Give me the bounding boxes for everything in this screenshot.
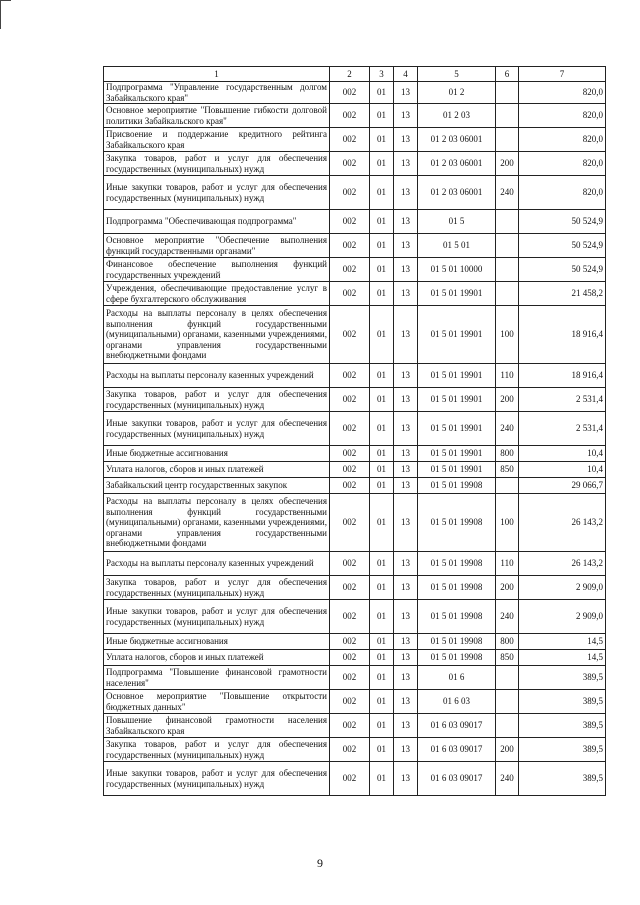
cell-code-4: 13 (394, 128, 418, 152)
cell-amount: 50 524,9 (519, 234, 606, 258)
table-row (104, 282, 606, 306)
cell-code-6 (496, 258, 519, 282)
cell-code-4: 13 (394, 446, 418, 462)
cell-code-3: 01 (370, 128, 394, 152)
cell-amount: 389,5 (519, 690, 606, 714)
cell-amount: 389,5 (519, 714, 606, 738)
cell-name: Расходы на выплаты персоналу в целях обеспечения выполнения функций государственными (муниципальными) органами, казенными учреждениями, органами управления государственными внебюджетными фондами (104, 306, 330, 364)
cell-code-4: 13 (394, 412, 418, 446)
cell-code-2: 002 (330, 128, 370, 152)
cell-code-4: 13 (394, 462, 418, 478)
cell-code-2: 002 (330, 666, 370, 690)
cell-code-3: 01 (370, 462, 394, 478)
column-header: 6 (496, 67, 519, 82)
cell-code-3: 01 (370, 82, 394, 104)
cell-code-4: 13 (394, 152, 418, 176)
cell-code-4: 13 (394, 82, 418, 104)
cell-name: Иные закупки товаров, работ и услуг для обеспечения государственных (муниципальных) нужд (104, 412, 330, 446)
cell-code-5: 01 6 03 09017 (418, 762, 496, 796)
cell-code-6: 240 (496, 600, 519, 634)
cell-name: Иные закупки товаров, работ и услуг для обеспечения государственных (муниципальных) нужд (104, 762, 330, 796)
cell-code-5: 01 2 03 06001 (418, 128, 496, 152)
column-header: 5 (418, 67, 496, 82)
cell-code-2: 002 (330, 714, 370, 738)
cell-code-2: 002 (330, 690, 370, 714)
table-row (104, 634, 606, 650)
cell-code-6: 800 (496, 446, 519, 462)
cell-code-5: 01 5 (418, 210, 496, 234)
cell-code-4: 13 (394, 494, 418, 552)
scan-corner-mark (0, 0, 11, 29)
cell-amount: 2 531,4 (519, 388, 606, 412)
cell-code-6 (496, 282, 519, 306)
cell-code-3: 01 (370, 306, 394, 364)
cell-name: Подпрограмма "Управление государственным долгом Забайкальского края" (104, 82, 330, 104)
page-number: 9 (317, 856, 323, 870)
cell-code-2: 002 (330, 234, 370, 258)
cell-code-6 (496, 82, 519, 104)
cell-name: Закупка товаров, работ и услуг для обеспечения государственных (муниципальных) нужд (104, 388, 330, 412)
cell-code-6: 800 (496, 634, 519, 650)
cell-code-3: 01 (370, 600, 394, 634)
cell-amount: 2 909,0 (519, 600, 606, 634)
cell-code-4: 13 (394, 364, 418, 388)
cell-code-4: 13 (394, 666, 418, 690)
cell-code-3: 01 (370, 690, 394, 714)
cell-code-5: 01 5 01 19908 (418, 552, 496, 576)
cell-code-6 (496, 234, 519, 258)
cell-code-4: 13 (394, 650, 418, 666)
cell-code-3: 01 (370, 258, 394, 282)
table-row (104, 714, 606, 738)
cell-code-3: 01 (370, 666, 394, 690)
table-row (104, 258, 606, 282)
cell-code-5: 01 2 03 06001 (418, 152, 496, 176)
cell-code-2: 002 (330, 634, 370, 650)
cell-code-3: 01 (370, 738, 394, 762)
cell-code-6: 240 (496, 176, 519, 210)
cell-code-5: 01 5 01 19901 (418, 388, 496, 412)
cell-code-4: 13 (394, 478, 418, 494)
cell-code-2: 002 (330, 306, 370, 364)
cell-code-3: 01 (370, 282, 394, 306)
cell-code-2: 002 (330, 258, 370, 282)
cell-code-2: 002 (330, 82, 370, 104)
cell-code-2: 002 (330, 738, 370, 762)
cell-code-2: 002 (330, 176, 370, 210)
cell-code-3: 01 (370, 478, 394, 494)
cell-code-5: 01 2 03 (418, 104, 496, 128)
cell-code-3: 01 (370, 234, 394, 258)
table-row (104, 478, 606, 494)
budget-table (103, 66, 606, 796)
cell-amount: 820,0 (519, 104, 606, 128)
cell-code-6: 100 (496, 306, 519, 364)
cell-code-6: 200 (496, 388, 519, 412)
cell-code-2: 002 (330, 388, 370, 412)
cell-code-3: 01 (370, 176, 394, 210)
cell-code-5: 01 5 01 19901 (418, 412, 496, 446)
cell-code-4: 13 (394, 576, 418, 600)
cell-code-5: 01 5 01 19901 (418, 282, 496, 306)
table-row (104, 462, 606, 478)
cell-code-5: 01 5 01 19908 (418, 576, 496, 600)
cell-amount: 820,0 (519, 128, 606, 152)
cell-code-2: 002 (330, 364, 370, 388)
column-header: 4 (394, 67, 418, 82)
table-row (104, 82, 606, 104)
table-row (104, 176, 606, 210)
cell-code-6: 850 (496, 650, 519, 666)
table-row (104, 738, 606, 762)
cell-code-5: 01 5 01 19901 (418, 446, 496, 462)
cell-code-4: 13 (394, 388, 418, 412)
cell-code-5: 01 5 01 19908 (418, 650, 496, 666)
column-header: 3 (370, 67, 394, 82)
cell-name: Основное мероприятие "Обеспечение выполнения функций государственными органами" (104, 234, 330, 258)
cell-code-4: 13 (394, 634, 418, 650)
cell-code-4: 13 (394, 306, 418, 364)
cell-amount: 820,0 (519, 176, 606, 210)
cell-code-3: 01 (370, 714, 394, 738)
cell-code-5: 01 5 01 19901 (418, 462, 496, 478)
cell-name: Забайкальский центр государственных закупок (104, 478, 330, 494)
cell-amount: 14,5 (519, 650, 606, 666)
column-number-row (104, 67, 606, 82)
cell-code-2: 002 (330, 446, 370, 462)
cell-code-4: 13 (394, 552, 418, 576)
cell-name: Подпрограмма "Обеспечивающая подпрограмма" (104, 210, 330, 234)
cell-code-2: 002 (330, 576, 370, 600)
cell-amount: 389,5 (519, 762, 606, 796)
cell-amount: 18 916,4 (519, 364, 606, 388)
cell-name: Основное мероприятие "Повышение открытости бюджетных данных" (104, 690, 330, 714)
cell-name: Присвоение и поддержание кредитного рейтинга Забайкальского края (104, 128, 330, 152)
table-row (104, 104, 606, 128)
cell-code-2: 002 (330, 210, 370, 234)
cell-code-4: 13 (394, 234, 418, 258)
cell-amount: 820,0 (519, 82, 606, 104)
cell-amount: 29 066,7 (519, 478, 606, 494)
column-header: 2 (330, 67, 370, 82)
cell-name: Уплата налогов, сборов и иных платежей (104, 462, 330, 478)
cell-code-2: 002 (330, 478, 370, 494)
cell-name: Иные закупки товаров, работ и услуг для обеспечения государственных (муниципальных) нужд (104, 176, 330, 210)
cell-code-4: 13 (394, 600, 418, 634)
cell-amount: 18 916,4 (519, 306, 606, 364)
cell-code-2: 002 (330, 104, 370, 128)
table-row (104, 446, 606, 462)
cell-amount: 50 524,9 (519, 210, 606, 234)
cell-code-2: 002 (330, 494, 370, 552)
cell-name: Иные бюджетные ассигнования (104, 446, 330, 462)
cell-code-4: 13 (394, 714, 418, 738)
cell-code-3: 01 (370, 364, 394, 388)
cell-code-5: 01 5 01 19901 (418, 364, 496, 388)
cell-code-3: 01 (370, 210, 394, 234)
cell-name: Учреждения, обеспечивающие предоставление услуг в сфере бухгалтерского обслуживания (104, 282, 330, 306)
cell-code-5: 01 6 03 09017 (418, 738, 496, 762)
cell-code-5: 01 5 01 19908 (418, 634, 496, 650)
cell-code-3: 01 (370, 552, 394, 576)
cell-code-2: 002 (330, 762, 370, 796)
cell-name: Уплата налогов, сборов и иных платежей (104, 650, 330, 666)
cell-name: Иные закупки товаров, работ и услуг для обеспечения государственных (муниципальных) нужд (104, 600, 330, 634)
cell-code-3: 01 (370, 634, 394, 650)
table-row (104, 494, 606, 552)
cell-amount: 389,5 (519, 738, 606, 762)
cell-code-6: 240 (496, 412, 519, 446)
cell-code-5: 01 2 03 06001 (418, 176, 496, 210)
cell-amount: 2 531,4 (519, 412, 606, 446)
cell-code-2: 002 (330, 600, 370, 634)
cell-amount: 820,0 (519, 152, 606, 176)
table-row (104, 650, 606, 666)
cell-amount: 2 909,0 (519, 576, 606, 600)
cell-code-2: 002 (330, 650, 370, 666)
cell-code-5: 01 5 01 (418, 234, 496, 258)
table-row (104, 364, 606, 388)
cell-amount: 21 458,2 (519, 282, 606, 306)
table-row (104, 210, 606, 234)
cell-code-2: 002 (330, 282, 370, 306)
cell-name: Расходы на выплаты персоналу казенных учреждений (104, 364, 330, 388)
cell-code-5: 01 5 01 19908 (418, 600, 496, 634)
cell-code-6 (496, 690, 519, 714)
cell-code-3: 01 (370, 152, 394, 176)
cell-code-3: 01 (370, 446, 394, 462)
table-row (104, 306, 606, 364)
table-row (104, 152, 606, 176)
cell-amount: 26 143,2 (519, 552, 606, 576)
cell-code-6: 110 (496, 364, 519, 388)
cell-name: Закупка товаров, работ и услуг для обеспечения государственных (муниципальных) нужд (104, 152, 330, 176)
cell-amount: 389,5 (519, 666, 606, 690)
cell-code-2: 002 (330, 152, 370, 176)
cell-code-5: 01 6 03 (418, 690, 496, 714)
cell-name: Подпрограмма "Повышение финансовой грамотности населения" (104, 666, 330, 690)
table-row (104, 600, 606, 634)
cell-code-6: 200 (496, 152, 519, 176)
table-body (104, 82, 606, 796)
cell-code-5: 01 5 01 19901 (418, 306, 496, 364)
cell-name: Финансовое обеспечение выполнения функций государственных учреждений (104, 258, 330, 282)
table-row (104, 690, 606, 714)
cell-code-6 (496, 666, 519, 690)
cell-amount: 50 524,9 (519, 258, 606, 282)
cell-name: Иные бюджетные ассигнования (104, 634, 330, 650)
cell-name: Расходы на выплаты персоналу в целях обеспечения выполнения функций государственными (муниципальными) органами, казенными учреждениями, органами управления государственными внебюджетными фондами (104, 494, 330, 552)
cell-code-6 (496, 128, 519, 152)
cell-amount: 10,4 (519, 462, 606, 478)
cell-name: Закупка товаров, работ и услуг для обеспечения государственных (муниципальных) нужд (104, 576, 330, 600)
table-row (104, 552, 606, 576)
cell-code-3: 01 (370, 104, 394, 128)
cell-code-3: 01 (370, 388, 394, 412)
table-row (104, 412, 606, 446)
cell-name: Основное мероприятие "Повышение гибкости долговой политики Забайкальского края" (104, 104, 330, 128)
cell-code-3: 01 (370, 650, 394, 666)
table-row (104, 762, 606, 796)
cell-code-2: 002 (330, 552, 370, 576)
column-header: 1 (104, 67, 330, 82)
cell-code-5: 01 5 01 19908 (418, 494, 496, 552)
cell-code-4: 13 (394, 176, 418, 210)
cell-code-3: 01 (370, 412, 394, 446)
cell-code-4: 13 (394, 738, 418, 762)
cell-name: Расходы на выплаты персоналу казенных учреждений (104, 552, 330, 576)
cell-code-4: 13 (394, 210, 418, 234)
cell-code-4: 13 (394, 258, 418, 282)
table-row (104, 576, 606, 600)
cell-code-6 (496, 478, 519, 494)
cell-amount: 26 143,2 (519, 494, 606, 552)
cell-code-6 (496, 210, 519, 234)
cell-code-4: 13 (394, 762, 418, 796)
cell-code-6: 110 (496, 552, 519, 576)
cell-code-4: 13 (394, 104, 418, 128)
table-row (104, 234, 606, 258)
cell-code-6 (496, 714, 519, 738)
cell-code-5: 01 2 (418, 82, 496, 104)
cell-amount: 14,5 (519, 634, 606, 650)
cell-code-5: 01 6 03 09017 (418, 714, 496, 738)
cell-code-4: 13 (394, 282, 418, 306)
cell-code-6: 200 (496, 738, 519, 762)
cell-code-6 (496, 104, 519, 128)
table-row (104, 128, 606, 152)
cell-amount: 10,4 (519, 446, 606, 462)
column-header: 7 (519, 67, 606, 82)
cell-code-2: 002 (330, 462, 370, 478)
cell-name: Повышение финансовой грамотности населения Забайкальского края (104, 714, 330, 738)
cell-code-2: 002 (330, 412, 370, 446)
cell-code-3: 01 (370, 494, 394, 552)
cell-code-5: 01 6 (418, 666, 496, 690)
cell-code-6: 850 (496, 462, 519, 478)
table-row (104, 666, 606, 690)
cell-name: Закупка товаров, работ и услуг для обеспечения государственных (муниципальных) нужд (104, 738, 330, 762)
cell-code-4: 13 (394, 690, 418, 714)
cell-code-3: 01 (370, 762, 394, 796)
cell-code-5: 01 5 01 19908 (418, 478, 496, 494)
cell-code-6: 200 (496, 576, 519, 600)
cell-code-3: 01 (370, 576, 394, 600)
cell-code-6: 100 (496, 494, 519, 552)
cell-code-5: 01 5 01 10000 (418, 258, 496, 282)
cell-code-6: 240 (496, 762, 519, 796)
table-row (104, 388, 606, 412)
